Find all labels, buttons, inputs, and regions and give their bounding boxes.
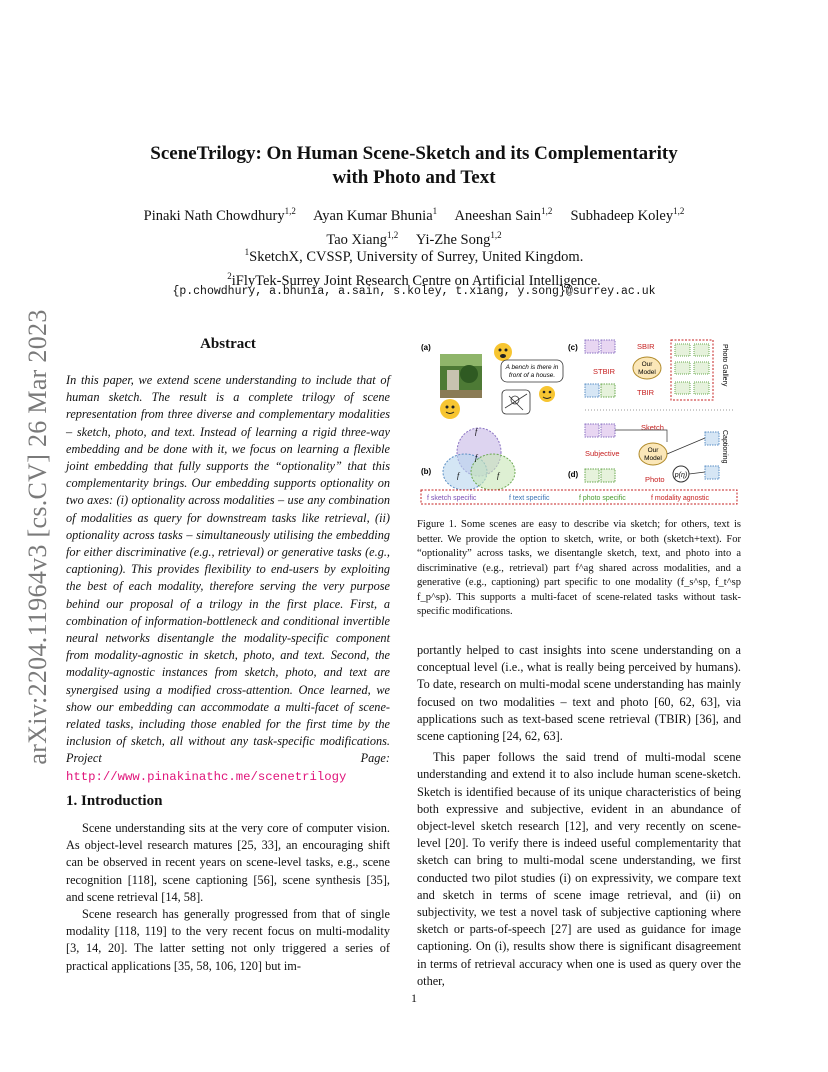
venn-diagram bbox=[443, 427, 515, 490]
emoji-face-icon bbox=[440, 399, 460, 419]
emoji-face-icon bbox=[539, 386, 555, 402]
stbir-label: STBIR bbox=[593, 367, 616, 376]
author-name: Yi-Zhe Song bbox=[415, 231, 491, 248]
paper-title bbox=[0, 142, 828, 190]
author-affiliation: 1,2 bbox=[284, 206, 296, 216]
abstract-body bbox=[66, 372, 390, 786]
affiliations bbox=[0, 243, 828, 291]
photo-label: Photo bbox=[645, 475, 665, 484]
panel-label-c: (c) bbox=[568, 343, 578, 352]
author-affiliation: 1 bbox=[432, 206, 438, 216]
affiliation-text: iFlyTek-Surrey Joint Research Centre on Artificial Intelligence. bbox=[231, 272, 601, 289]
author-affiliation: 1,2 bbox=[541, 206, 553, 216]
body-paragraph: portantly helped to cast insights into scene understanding on a conceptual level (i.e., what is really being perceived by humans). To date, research on multi-modal scene understanding has mainly focused on two modalities – text and photo [60, 62, 63], via applications such as text-based scene retrieval (TBIR) [36], and scene captioning [24, 62, 63]. bbox=[417, 643, 741, 744]
author-affiliation: 1,2 bbox=[673, 206, 685, 216]
photo-gallery-label: Photo Gallery bbox=[721, 344, 728, 387]
retrieval-panel bbox=[585, 340, 733, 410]
body-paragraph: This paper follows the said trend of multi-modal scene understanding and extend it to also include human scene-sketch. Sketch is identified because of its unique characteristics of being both expressive and subjective, evident in an abundance of object-level sketch research [12], and very recently on scene-level [20]. To verify there is indeed useful complementarity that sketch can bring to multi-modal scene understanding, we first conducted two pilot studies (i) on expressivity, we compare text and sketch in terms of scene image retrieval, and (ii) on subjectivity, we test a novel task of subjective captioning where sketch or parts-of-speech [27] are used as guidance for image captioning. On (i), results show there is significant disagreement in terms of retrieval accuracy when one is used as query over the other, bbox=[417, 750, 741, 988]
bubble-text-line: front of a house. bbox=[508, 372, 556, 379]
affiliation-number: 1 bbox=[244, 247, 250, 257]
section-heading-introduction: 1. Introduction bbox=[66, 793, 163, 809]
legend-item: f photo specific bbox=[579, 495, 626, 502]
our-model-label: Model bbox=[638, 369, 656, 376]
panel-label-b: (b) bbox=[421, 467, 432, 476]
legend-item: f sketch specific bbox=[427, 495, 477, 502]
svg-text:f: f bbox=[475, 427, 478, 436]
page-number: 1 bbox=[411, 991, 417, 1005]
author-affiliation: 1,2 bbox=[490, 229, 502, 240]
subjective-label: Subjective bbox=[585, 449, 620, 458]
figure-1-caption: Figure 1. Some scenes are easy to describe via sketch; for others, text is better. We provide the option to sketch, write, or both (sketch+text). For “optionality” across tasks, we disentangle sketch, text, and photo into a discriminative (e.g., retrieval) part f^ag shared across modalities, and a generative (e.g., captioning) part specific to one modality (f_s^sp, f_t^sp f_p^sp). This supports a multi-facet of scene-related tasks without task-specific modifications. bbox=[417, 519, 741, 617]
author-name: Pinaki Nath Chowdhury bbox=[143, 207, 285, 224]
svg-text:f: f bbox=[457, 471, 460, 480]
scene-sketch bbox=[502, 390, 530, 414]
figure-legend bbox=[421, 490, 737, 504]
svg-text:f: f bbox=[497, 471, 500, 480]
p-eta-label: p(η) bbox=[674, 472, 688, 479]
sbir-label: SBIR bbox=[637, 342, 655, 351]
project-page-link[interactable]: http://www.pinakinathc.me/scenetrilogy bbox=[66, 769, 347, 784]
scene-photo bbox=[440, 354, 482, 398]
title-line-1: SceneTrilogy: On Human Scene-Sketch and its Complementarity bbox=[150, 143, 678, 164]
affiliation-number: 2 bbox=[227, 270, 232, 281]
text-query-bubble bbox=[501, 360, 563, 382]
affiliation-text: SketchX, CVSSP, University of Surrey, United Kingdom. bbox=[249, 248, 584, 265]
abstract-heading: Abstract bbox=[200, 336, 256, 352]
legend-item: f text specific bbox=[509, 495, 550, 502]
introduction-body bbox=[66, 820, 390, 975]
author-name: Subhadeep Koley bbox=[570, 207, 674, 224]
panel-label-a: (a) bbox=[421, 343, 431, 352]
right-column-body bbox=[417, 642, 741, 990]
intro-paragraph: Scene understanding sits at the very core of computer vision. As object-level research matures [25, 33], an encouraging shift can be observed in recent years on scene-level tasks, e.g., scene recognition [118], scene captioning [56], scene synthesis [35], and scene retrieval [14, 58]. bbox=[66, 821, 390, 904]
abstract-text: In this paper, we extend scene understanding to include that of human sketch. The result is a complete trilogy of scene representation from three diverse and complementary modalities – sketch, photo, and text. Instead of learning a rigid three-way embedding and be done with it, we focus on learning a flexible joint embedding that fully supports the “optionality” that this complementarity brings. Our embedding supports optionality on two axes: (i) optionality across modalities – use any combination of modalities as query for downstream tasks like retrieval, (ii) optionality across tasks – simultaneously utilising the embedding for either discriminative (e.g., retrieval) or generative tasks (e.g., captioning). This provides flexibility to end-users by exploiting the best of each modality, therefore serving the very purpose behind our proposal of a trilogy in the first place. First, a combination of information-bottleneck and conditional invertible neural networks disentangle the modality-specific component from modality-agnostic in sketch, photo, and text. Second, the modality-agnostic instances from sketch, photo, and text are synergised using a modified cross-attention. Once learned, we show our embedding can accommodate a multi-facet of scene-related tasks, including those enabled for the first time by the inclusion of sketch, all without any task-specific modifications. Project Page: bbox=[66, 373, 390, 766]
panel-label-d: (d) bbox=[568, 470, 579, 479]
author-emails: {p.chowdhury, a.bhunia, a.sain, s.koley, t.xiang, y.song}@surrey.ac.uk bbox=[172, 285, 656, 298]
captioning-panel bbox=[585, 423, 728, 484]
author-name: Aneeshan Sain bbox=[454, 207, 542, 224]
our-model-label: Model bbox=[644, 455, 662, 462]
our-model-label: Our bbox=[641, 361, 653, 368]
svg-text:f: f bbox=[475, 453, 478, 462]
our-model-label: Our bbox=[647, 447, 659, 454]
figure-1-diagram bbox=[417, 334, 741, 509]
figure-1 bbox=[417, 334, 741, 509]
tbir-label: TBIR bbox=[637, 388, 655, 397]
author-name: Ayan Kumar Bhunia bbox=[313, 207, 433, 224]
legend-item: f modality agnostic bbox=[651, 495, 709, 502]
title-line-2: with Photo and Text bbox=[332, 167, 496, 188]
captioning-label: Captioning bbox=[721, 430, 728, 464]
arxiv-identifier: arXiv:2204.11964v3 [cs.CV] 26 Mar 2023 bbox=[23, 309, 52, 765]
author-affiliation: 1,2 bbox=[386, 229, 399, 240]
emoji-face-icon bbox=[494, 343, 512, 361]
sketch-label: Sketch bbox=[641, 423, 664, 432]
author-name: Tao Xiang bbox=[326, 231, 387, 248]
intro-paragraph: Scene research has generally progressed from that of single modality [118, 119] to the very recent focus on multi-modality [3, 14, 20]. The latter setting not only triggered a series of practical applications [35, 58, 106, 120] but im- bbox=[66, 907, 390, 973]
bubble-text-line: A bench is there in bbox=[505, 364, 559, 371]
